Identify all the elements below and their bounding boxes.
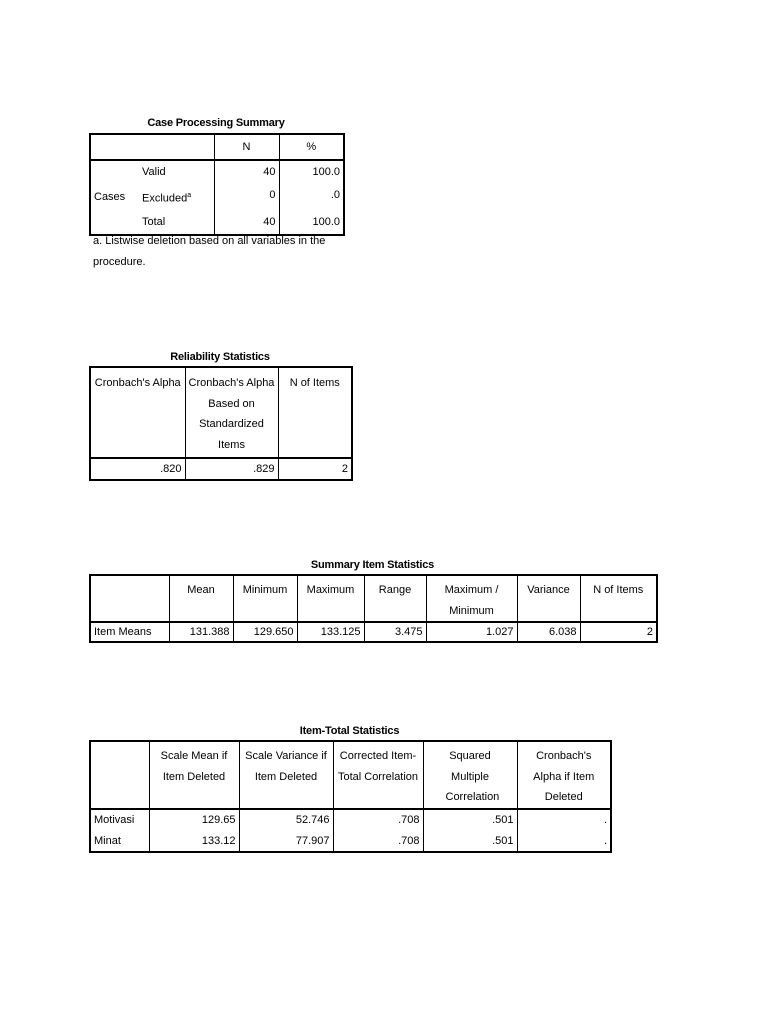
range-value: 3.475	[364, 622, 426, 642]
motivasi-corrected-correlation: .708	[333, 809, 423, 831]
scale-mean-header: Scale Mean if Item Deleted	[149, 741, 239, 809]
footnote-line-1: a. Listwise deletion based on all variables in the	[93, 235, 326, 247]
total-n: 40	[214, 211, 279, 235]
max-min-header: Maximum / Minimum	[426, 575, 517, 622]
minat-scale-mean: 133.12	[149, 831, 239, 852]
reliability-title: Reliability Statistics	[170, 351, 270, 363]
minat-scale-variance: 77.907	[239, 831, 333, 852]
footnote-line-2: procedure.	[93, 256, 146, 268]
excluded-pct: .0	[330, 189, 340, 201]
scale-variance-header: Scale Variance if Item Deleted	[239, 741, 333, 809]
valid-n: 40	[214, 160, 279, 184]
item-means-label: Item Means	[90, 622, 169, 642]
excluded-n: 0	[214, 184, 279, 211]
case-processing-footnote	[93, 231, 353, 273]
cronbach-alpha-value: .820	[90, 458, 185, 480]
col-pct-header: %	[306, 141, 317, 153]
corrected-correlation-header: Corrected Item-Total Correlation	[333, 741, 423, 809]
motivasi-scale-variance: 52.746	[239, 809, 333, 831]
total-pct: 100.0	[312, 215, 340, 228]
mean-header: Mean	[169, 575, 233, 622]
variance-header: Variance	[517, 575, 580, 622]
valid-pct: 100.0	[312, 166, 340, 178]
corner-cell	[90, 575, 169, 622]
minat-alpha-if-deleted: .	[603, 834, 607, 847]
corner-cell	[90, 134, 214, 160]
squared-multiple-header: Squared Multiple Correlation	[423, 741, 517, 809]
row-label-excluded: Excluded$^a$	[142, 184, 214, 211]
max-min-value: 1.027	[426, 622, 517, 642]
cases-label: Cases	[94, 191, 126, 204]
variance-value: 6.038	[517, 622, 580, 642]
item-total-table	[89, 740, 612, 853]
minat-corrected-correlation: .708	[333, 831, 423, 852]
motivasi-scale-mean: 129.65	[149, 809, 239, 831]
reliability-table	[89, 366, 353, 481]
case-processing-table	[89, 133, 345, 236]
maximum-header: Maximum	[297, 575, 364, 622]
corner-cell	[90, 741, 149, 809]
col-n-header: N	[214, 134, 279, 160]
row-label-minat: Minat	[90, 831, 149, 852]
minimum-header: Minimum	[233, 575, 297, 622]
summary-item-title: Summary Item Statistics	[310, 559, 435, 571]
n-items-value: 2	[341, 463, 348, 475]
n-items-header: N of Items	[593, 584, 644, 596]
item-total-title: Item-Total Statistics	[299, 725, 400, 737]
minat-squared-multiple: .501	[423, 831, 517, 852]
case-processing-title: Case Processing Summary	[147, 117, 285, 129]
mean-value: 131.388	[169, 622, 233, 642]
cronbach-standardized-header: Cronbach's Alpha Based on Standardized Items	[185, 367, 278, 458]
motivasi-alpha-if-deleted: .	[603, 813, 607, 826]
minimum-value: 129.650	[233, 622, 297, 642]
row-label-valid: Valid	[142, 160, 214, 184]
motivasi-squared-multiple: .501	[423, 809, 517, 831]
summary-item-table	[89, 574, 658, 643]
row-label-total: Total	[142, 211, 214, 235]
row-label-motivasi: Motivasi	[90, 809, 149, 831]
n-items-header: N of Items	[289, 377, 340, 389]
range-header: Range	[364, 575, 426, 622]
maximum-value: 133.125	[297, 622, 364, 642]
cronbach-alpha-header: Cronbach's Alpha	[90, 367, 185, 458]
alpha-if-deleted-header: Cronbach's Alpha if Item Deleted	[533, 750, 595, 803]
cronbach-standardized-value: .829	[185, 458, 278, 480]
n-items-value: 2	[646, 626, 653, 638]
